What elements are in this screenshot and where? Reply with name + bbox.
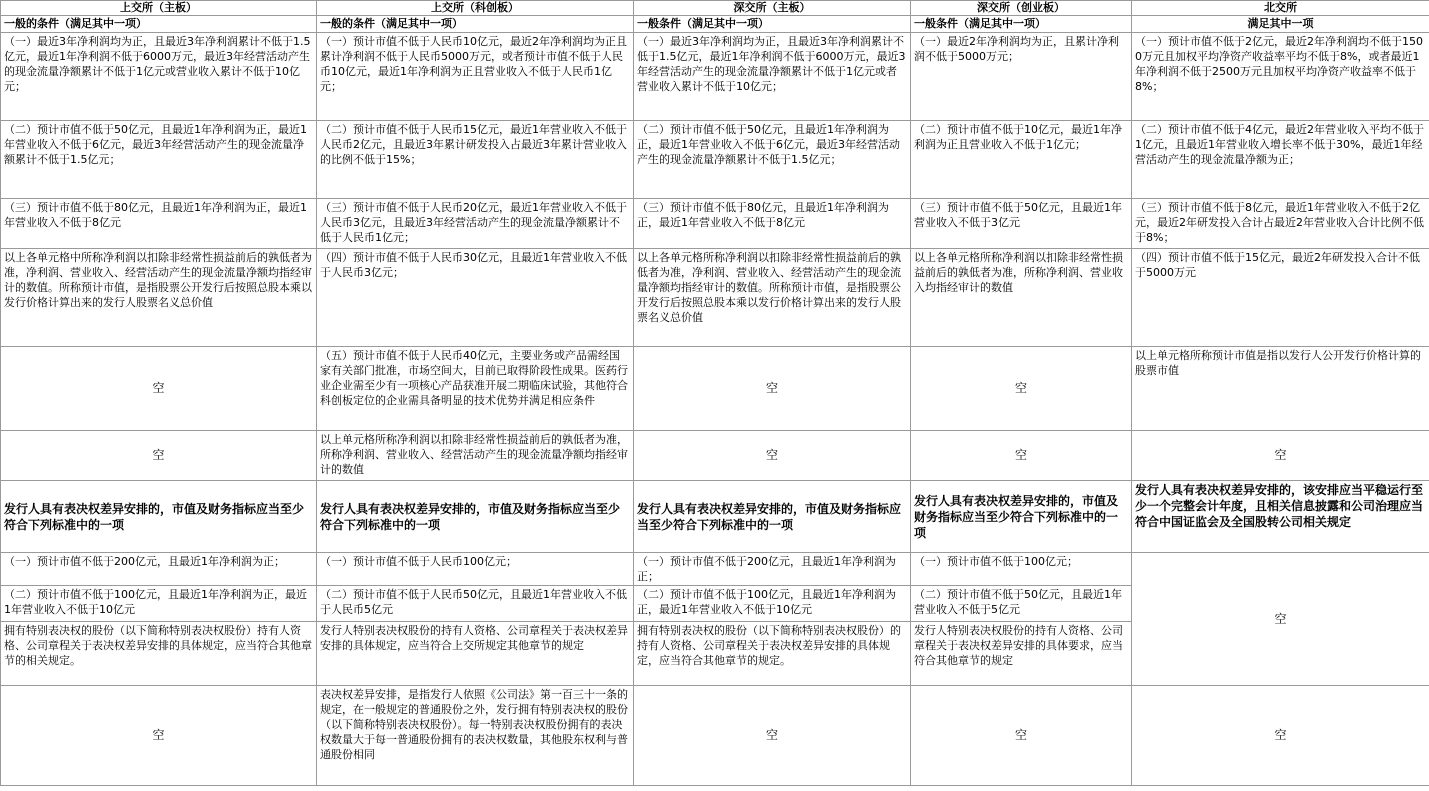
table-cell: （一）预计市值不低于人民币10亿元，最近2年净利润均为正且累计净利润不低于人民币5000万元，或者预计市值不低于人民币10亿元，最近1年净利润为正且营业收入不低于人民币1亿元； xyxy=(317,33,634,121)
table-row xyxy=(1,431,1429,481)
condition-header: 一般的条件（满足其中一项） xyxy=(1,16,317,33)
special-voting-header: 发行人具有表决权差异安排的，市值及财务指标应当至少符合下列标准中的一项 xyxy=(634,481,911,553)
condition-header: 一般的条件（满足其中一项） xyxy=(317,16,634,33)
table-cell: （三）预计市值不低于80亿元，且最近1年净利润为正，最近1年营业收入不低于8亿元 xyxy=(634,199,911,249)
table-cell: （一）最近3年净利润均为正，且最近3年净利润累计不低于1.5亿元，最近1年净利润不低于6000万元，最近3年经营活动产生的现金流量净额累计不低于1亿元或者营业收入累计不低于10亿元； xyxy=(634,33,911,121)
table-cell: 以上单元格所称预计市值是指以发行人公开发行价格计算的股票市值 xyxy=(1132,347,1429,431)
table-cell: 发行人特别表决权股份的持有人资格、公司章程关于表决权差异安排的具体规定，应当符合上交所规定其他章节的规定 xyxy=(317,622,634,686)
special-voting-header: 发行人具有表决权差异安排的，市值及财务指标应当至少符合下列标准中的一项 xyxy=(317,481,634,553)
exchange-header-row xyxy=(1,1,1429,16)
table-row xyxy=(1,199,1429,249)
table-cell: 拥有特别表决权的股份（以下简称特别表决权股份）的持有人资格、公司章程关于表决权差异安排的具体规定，应当符合其他章节的规定。 xyxy=(634,622,911,686)
condition-header: 一般条件（满足其中一项） xyxy=(911,16,1132,33)
table-cell: （二）预计市值不低于50亿元，且最近1年净利润为正，最近1年营业收入不低于6亿元，最近3年经营活动产生的现金流量净额累计不低于1.5亿元； xyxy=(1,121,317,199)
table-row xyxy=(1,33,1429,121)
empty-cell: 空 xyxy=(1,347,317,431)
table-cell: （三）预计市值不低于8亿元，最近1年营业收入不低于2亿元，最近2年研发投入合计占最近2年营业收入合计比例不低于8%； xyxy=(1132,199,1429,249)
table-cell: （二）预计市值不低于4亿元，最近2年营业收入平均不低于1亿元，且最近1年营业收入增长率不低于30%，最近1年经营活动产生的现金流量净额为正； xyxy=(1132,121,1429,199)
table-cell: 以上各单元格所称净利润以扣除非经常性损益前后的孰低者为准，净利润、营业收入、经营活动产生的现金流量净额均指经审计的数值。所称预计市值，是指股票公开发行后按照总股本乘以发行价格计算出来的发行人股票名义总价值 xyxy=(634,249,911,347)
empty-cell: 空 xyxy=(1132,431,1429,481)
empty-cell: 空 xyxy=(1132,686,1429,786)
table-cell: 发行人特别表决权股份的持有人资格、公司章程关于表决权差异安排的具体要求，应当符合其他章节的规定 xyxy=(911,622,1132,686)
table-cell: （五）预计市值不低于人民币40亿元，主要业务或产品需经国家有关部门批准，市场空间大，目前已取得阶段性成果。医药行业企业需至少有一项核心产品获准开展二期临床试验，其他符合科创板定位的企业需具备明显的技术优势并满足相应条件 xyxy=(317,347,634,431)
header-szse-chinext: 深交所（创业板） xyxy=(911,1,1132,16)
condition-header: 满足其中一项 xyxy=(1132,16,1429,33)
empty-cell: 空 xyxy=(634,431,911,481)
header-sse-star: 上交所（科创板） xyxy=(317,1,634,16)
empty-cell: 空 xyxy=(634,686,911,786)
empty-cell: 空 xyxy=(1,686,317,786)
table-cell: 以上各单元格中所称净利润以扣除非经常性损益前后的孰低者为准，净利润、营业收入、经营活动产生的现金流量净额均指经审计的数值。所称预计市值，是指股票公开发行后按照总股本乘以发行价格计算出来的发行人股票名义总价值 xyxy=(1,249,317,347)
empty-cell: 空 xyxy=(911,686,1132,786)
special-voting-header: 发行人具有表决权差异安排的，市值及财务指标应当至少符合下列标准中的一项 xyxy=(911,481,1132,553)
table-row xyxy=(1,121,1429,199)
empty-cell: 空 xyxy=(1,431,317,481)
header-sse-main: 上交所（主板） xyxy=(1,1,317,16)
table-cell: （三）预计市值不低于50亿元，且最近1年营业收入不低于3亿元 xyxy=(911,199,1132,249)
condition-header-row xyxy=(1,16,1429,33)
table-cell: （二）预计市值不低于50亿元，且最近1年净利润为正，最近1年营业收入不低于6亿元，最近3年经营活动产生的现金流量净额累计不低于1.5亿元； xyxy=(634,121,911,199)
special-voting-header: 发行人具有表决权差异安排的，市值及财务指标应当至少符合下列标准中的一项 xyxy=(1,481,317,553)
empty-cell: 空 xyxy=(911,347,1132,431)
table-cell: （一）预计市值不低于200亿元，且最近1年净利润为正； xyxy=(634,553,911,586)
empty-cell: 空 xyxy=(1132,553,1429,686)
table-row xyxy=(1,553,1429,586)
header-szse-main: 深交所（主板） xyxy=(634,1,911,16)
table-cell: （一）预计市值不低于100亿元； xyxy=(911,553,1132,586)
empty-cell: 空 xyxy=(911,431,1132,481)
table-cell: （二）预计市值不低于人民币15亿元，最近1年营业收入不低于人民币2亿元，且最近3年累计研发投入占最近3年累计营业收入的比例不低于15%； xyxy=(317,121,634,199)
table-row xyxy=(1,686,1429,786)
table-cell: 表决权差异安排，是指发行人依照《公司法》第一百三十一条的规定，在一般规定的普通股份之外，发行拥有特别表决权的股份（以下简称特别表决权股份）。每一特别表决权股份拥有的表决权数量大于每一普通股份拥有的表决权数量，其他股东权利与普通股份相同 xyxy=(317,686,634,786)
table-cell: （三）预计市值不低于人民币20亿元，最近1年营业收入不低于人民币3亿元，且最近3年经营活动产生的现金流量净额累计不低于人民币1亿元； xyxy=(317,199,634,249)
table-cell: （一）最近3年净利润均为正，且最近3年净利润累计不低于1.5亿元，最近1年净利润不低于6000万元，最近3年经营活动产生的现金流量净额累计不低于1亿元或营业收入累计不低于10亿元； xyxy=(1,33,317,121)
table-cell: （二）预计市值不低于100亿元，且最近1年净利润为正，最近1年营业收入不低于10亿元 xyxy=(634,586,911,622)
table-cell: 以上各单元格所称净利润以扣除非经常性损益前后的孰低者为准，所称净利润、营业收入均指经审计的数值 xyxy=(911,249,1132,347)
table-row xyxy=(1,347,1429,431)
condition-header: 一般条件（满足其中一项） xyxy=(634,16,911,33)
table-cell: （二）预计市值不低于人民币50亿元，且最近1年营业收入不低于人民币5亿元 xyxy=(317,586,634,622)
table-cell: （二）预计市值不低于10亿元，最近1年净利润为正且营业收入不低于1亿元； xyxy=(911,121,1132,199)
header-bse: 北交所 xyxy=(1132,1,1429,16)
table-cell: （一）预计市值不低于2亿元，最近2年净利润均不低于1500万元且加权平均净资产收益率平均不低于8%，或者最近1年净利润不低于2500万元且加权平均净资产收益率不低于8%； xyxy=(1132,33,1429,121)
table-row xyxy=(1,249,1429,347)
table-cell: （二）预计市值不低于100亿元，且最近1年净利润为正，最近1年营业收入不低于10亿元 xyxy=(1,586,317,622)
table-cell: 以上单元格所称净利润以扣除非经常性损益前后的孰低者为准，所称净利润、营业收入、经营活动产生的现金流量净额均指经审计的数值 xyxy=(317,431,634,481)
table-cell: （一）预计市值不低于人民币100亿元； xyxy=(317,553,634,586)
table-cell: （四）预计市值不低于15亿元，最近2年研发投入合计不低于5000万元 xyxy=(1132,249,1429,347)
table-cell: （一）预计市值不低于200亿元，且最近1年净利润为正； xyxy=(1,553,317,586)
table-cell: 拥有特别表决权的股份（以下简称特别表决权股份）持有人资格、公司章程关于表决权差异安排的具体规定，应当符合其他章节的相关规定。 xyxy=(1,622,317,686)
table-cell: （一）最近2年净利润均为正，且累计净利润不低于5000万元； xyxy=(911,33,1132,121)
special-voting-header: 发行人具有表决权差异安排的，该安排应当平稳运行至少一个完整会计年度，且相关信息披露和公司治理应当符合中国证监会及全国股转公司相关规定 xyxy=(1132,481,1429,553)
empty-cell: 空 xyxy=(634,347,911,431)
table-cell: （二）预计市值不低于50亿元，且最近1年营业收入不低于5亿元 xyxy=(911,586,1132,622)
special-voting-header-row xyxy=(1,481,1429,553)
table-cell: （三）预计市值不低于80亿元，且最近1年净利润为正，最近1年营业收入不低于8亿元 xyxy=(1,199,317,249)
table-cell: （四）预计市值不低于人民币30亿元，且最近1年营业收入不低于人民币3亿元； xyxy=(317,249,634,347)
